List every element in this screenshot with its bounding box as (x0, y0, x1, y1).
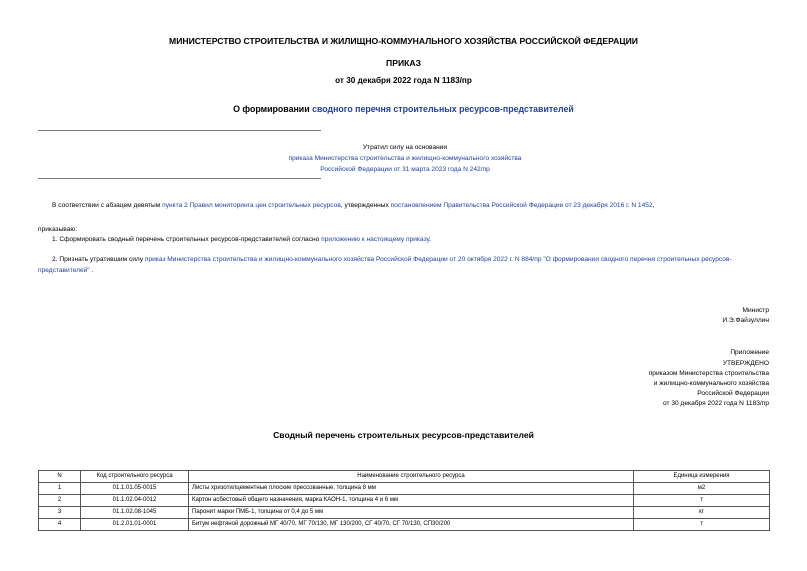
resources-table (38, 470, 770, 531)
table-row (39, 519, 770, 531)
row-unit: т (634, 519, 770, 531)
signature-title: Министр (742, 307, 769, 314)
row-unit: т (634, 495, 770, 507)
row-number: 2 (39, 495, 81, 507)
appendix-link[interactable]: приложению к настоящему приказу (321, 236, 430, 243)
row-code: 01.1.02.08-1045 (81, 507, 189, 519)
item2-text-a: 2. Признать утратившим силу (52, 256, 145, 263)
divider-top (38, 130, 321, 131)
item2-text-b: . (89, 267, 94, 274)
header-name: Наименование строительного ресурса (189, 471, 634, 483)
document-date-number: от 30 декабря 2022 года N 1183/пр (335, 76, 472, 85)
lost-force-link-line2[interactable]: Российской Федерации от 31 марта 2023 года N 242/пр (320, 166, 490, 173)
row-number: 4 (39, 519, 81, 531)
table-row (39, 483, 770, 495)
document-type: ПРИКАЗ (386, 58, 421, 68)
signature-name: И.Э.Файзуллин (722, 317, 769, 324)
header-code: Код строительного ресурса (81, 471, 189, 483)
row-resource-name: Листы хризотилцементные плоские прессованные, толщина 8 мм (189, 483, 634, 495)
rules-link[interactable]: пункта 2 Правил мониторинга цен строительных ресурсов (162, 202, 341, 209)
order-item-2 (38, 254, 769, 276)
row-number: 1 (39, 483, 81, 495)
item1-text-b: . (429, 236, 432, 243)
row-resource-name: Картон асбестовый общего назначения, марка КАОН-1, толщина 4 и 6 мм (189, 495, 634, 507)
appendix-line6: от 30 декабря 2022 года N 1183/пр (663, 400, 769, 407)
lost-force-note: Утратил силу на основании (362, 144, 448, 151)
appendix-line5: Российской Федерации (697, 390, 769, 397)
row-code: 01.1.01.05-0015 (81, 483, 189, 495)
table-row (39, 507, 770, 519)
document-subject (0, 104, 807, 114)
subject-prefix: О формировании (233, 104, 313, 114)
government-decree-link[interactable]: постановлением Правительства Российской Федерации от 23 декабря 2016 г. N 1452 (390, 202, 653, 209)
table-row (39, 495, 770, 507)
preamble-text-a: В соответствии с абзацем девятым (52, 202, 163, 209)
appendix-label: Приложение (730, 349, 769, 356)
appendix-approved: УТВЕРЖДЕНО (722, 360, 769, 367)
order-item-1 (38, 234, 769, 245)
subject-link[interactable]: сводного перечня строительных ресурсов-представителей (312, 104, 574, 114)
ministry-title: МИНИСТЕРСТВО СТРОИТЕЛЬСТВА И ЖИЛИЩНО-КОММУНАЛЬНОГО ХОЗЯЙСТВА РОССИЙСКОЙ ФЕДЕРАЦИИ (169, 36, 638, 46)
row-resource-name: Битум нефтяной дорожный МГ 40/70, МГ 70/130, МГ 130/200, СГ 40/70, СГ 70/130, СП30/200 (189, 519, 634, 531)
divider-bottom (38, 178, 321, 179)
row-code: 01.1.02.04-0012 (81, 495, 189, 507)
header-unit: Единица измерения (634, 471, 770, 483)
row-resource-name: Паронит марки ПМБ-1, толщина от 0,4 до 5 мм (189, 507, 634, 519)
preamble-paragraph (38, 200, 769, 211)
lost-force-link-line1[interactable]: приказа Министерства строительства и жилищно-коммунального хозяйства (288, 155, 522, 162)
appendix-line3: приказом Министерства строительства (648, 370, 769, 377)
table-header-row (39, 471, 770, 483)
header-number: N (39, 471, 81, 483)
table-title: Сводный перечень строительных ресурсов-представителей (273, 430, 534, 440)
row-number: 3 (39, 507, 81, 519)
appendix-line4: и жилищно-коммунального хозяйства (653, 380, 769, 387)
preamble-text-c: , (652, 202, 655, 209)
item1-text-a: 1. Сформировать сводный перечень строительных ресурсов-представителей согласно (52, 236, 322, 243)
row-code: 01.2.01.01-0001 (81, 519, 189, 531)
repealed-order-link[interactable]: приказ Министерства строительства и жилищно-коммунального хозяйства Российской Федерации от 20 октября 2022 г. N 884/пр "О формировании сводного перечня строительных ресурсов-представителей" (38, 256, 732, 274)
order-word: приказываю: (38, 226, 78, 233)
row-unit: м2 (634, 483, 770, 495)
row-unit: кг (634, 507, 770, 519)
preamble-text-b: , утвержденных (340, 202, 391, 209)
